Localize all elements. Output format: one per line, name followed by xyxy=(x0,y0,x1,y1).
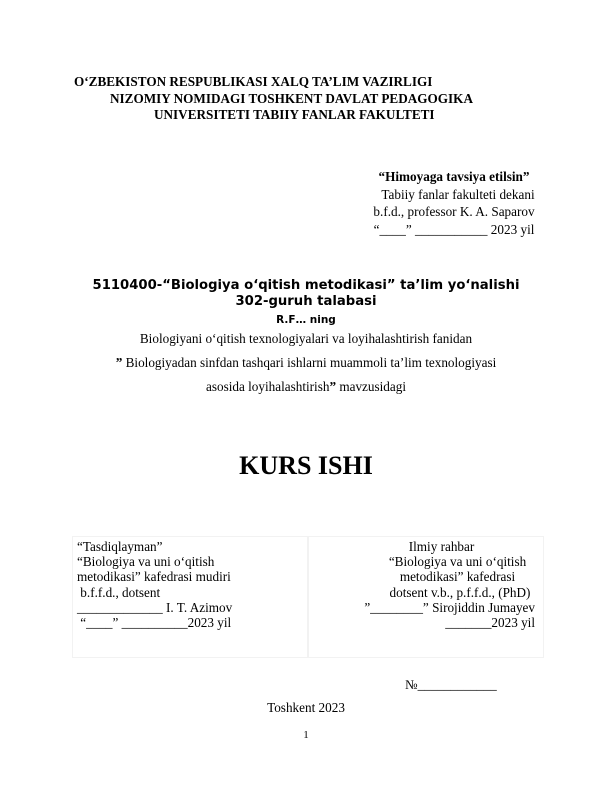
student-name: R.F… ning xyxy=(276,314,336,326)
topic-close-quote: ” xyxy=(329,379,337,394)
group-line: 302-guruh talabasi xyxy=(235,294,377,309)
right-signature-block xyxy=(340,539,535,630)
right-sig-dept-2: metodikasi” kafedrasi xyxy=(399,569,516,585)
right-sig-date: _______2023 yil xyxy=(445,615,535,631)
approval-date: “____” ___________ 2023 yil xyxy=(373,221,535,237)
left-signature-block xyxy=(77,539,232,630)
left-sig-role: metodikasi” kafedrasi mudiri xyxy=(77,569,231,585)
city-year: Toshkent 2023 xyxy=(267,700,345,715)
approval-dean: Tabiiy fanlar fakulteti dekani xyxy=(381,186,535,202)
topic-open-quote: ” xyxy=(115,355,123,370)
left-sig-date: “____” __________2023 yil xyxy=(77,615,232,631)
subject-line: Biologiyani o‘qitish texnologiyalari va loyihalashtirish fanidan xyxy=(139,331,473,346)
approval-title: “Himoyaga tavsiya etilsin” xyxy=(378,169,530,184)
ministry-name: O‘ZBEKISTON RESPUBLIKASI XALQ TA’LIM VAZIRLIGI xyxy=(74,74,433,89)
page-number: 1 xyxy=(303,729,309,741)
topic-line-1 xyxy=(0,354,612,371)
right-sig-name: ”________” Sirojiddin Jumayev xyxy=(364,599,535,615)
right-sig-role: Ilmiy rahbar xyxy=(408,539,475,554)
registration-number: №____________ xyxy=(405,677,497,692)
approval-block xyxy=(364,168,544,238)
topic-text-1: Biologiyadan sinfdan tashqari ishlarni muammoli ta’lim texnologiyasi xyxy=(122,355,497,370)
left-sig-degree: b.f.f.d., dotsent xyxy=(77,584,161,600)
faculty-name: UNIVERSITETI TABIIY FANLAR FAKULTETI xyxy=(154,107,435,122)
right-sig-degree: dotsent v.b., p.f.f.d., (PhD) xyxy=(389,584,531,600)
topic-text-3: mavzusidagi xyxy=(336,379,406,394)
left-sig-dept: “Biologiya va uni o‘qitish xyxy=(77,554,215,570)
direction-line: 5110400-“Biologiya o‘qitish metodikasi” ta’lim yo‘nalishi xyxy=(92,278,520,293)
document-title: KURS ISHI xyxy=(239,451,373,480)
approval-dean-name: b.f.d., professor K. A. Saparov xyxy=(373,204,535,219)
university-name: NIZOMIY NOMIDAGI TOSHKENT DAVLAT PEDAGOGIKA xyxy=(110,91,473,106)
left-sig-name: _____________ I. T. Azimov xyxy=(77,599,233,615)
right-sig-dept: “Biologiya va uni o‘qitish xyxy=(388,554,527,570)
topic-text-2: asosida loyihalashtirish xyxy=(206,379,330,394)
left-sig-approve: “Tasdiqlayman” xyxy=(77,539,163,554)
topic-line-2 xyxy=(0,378,612,395)
